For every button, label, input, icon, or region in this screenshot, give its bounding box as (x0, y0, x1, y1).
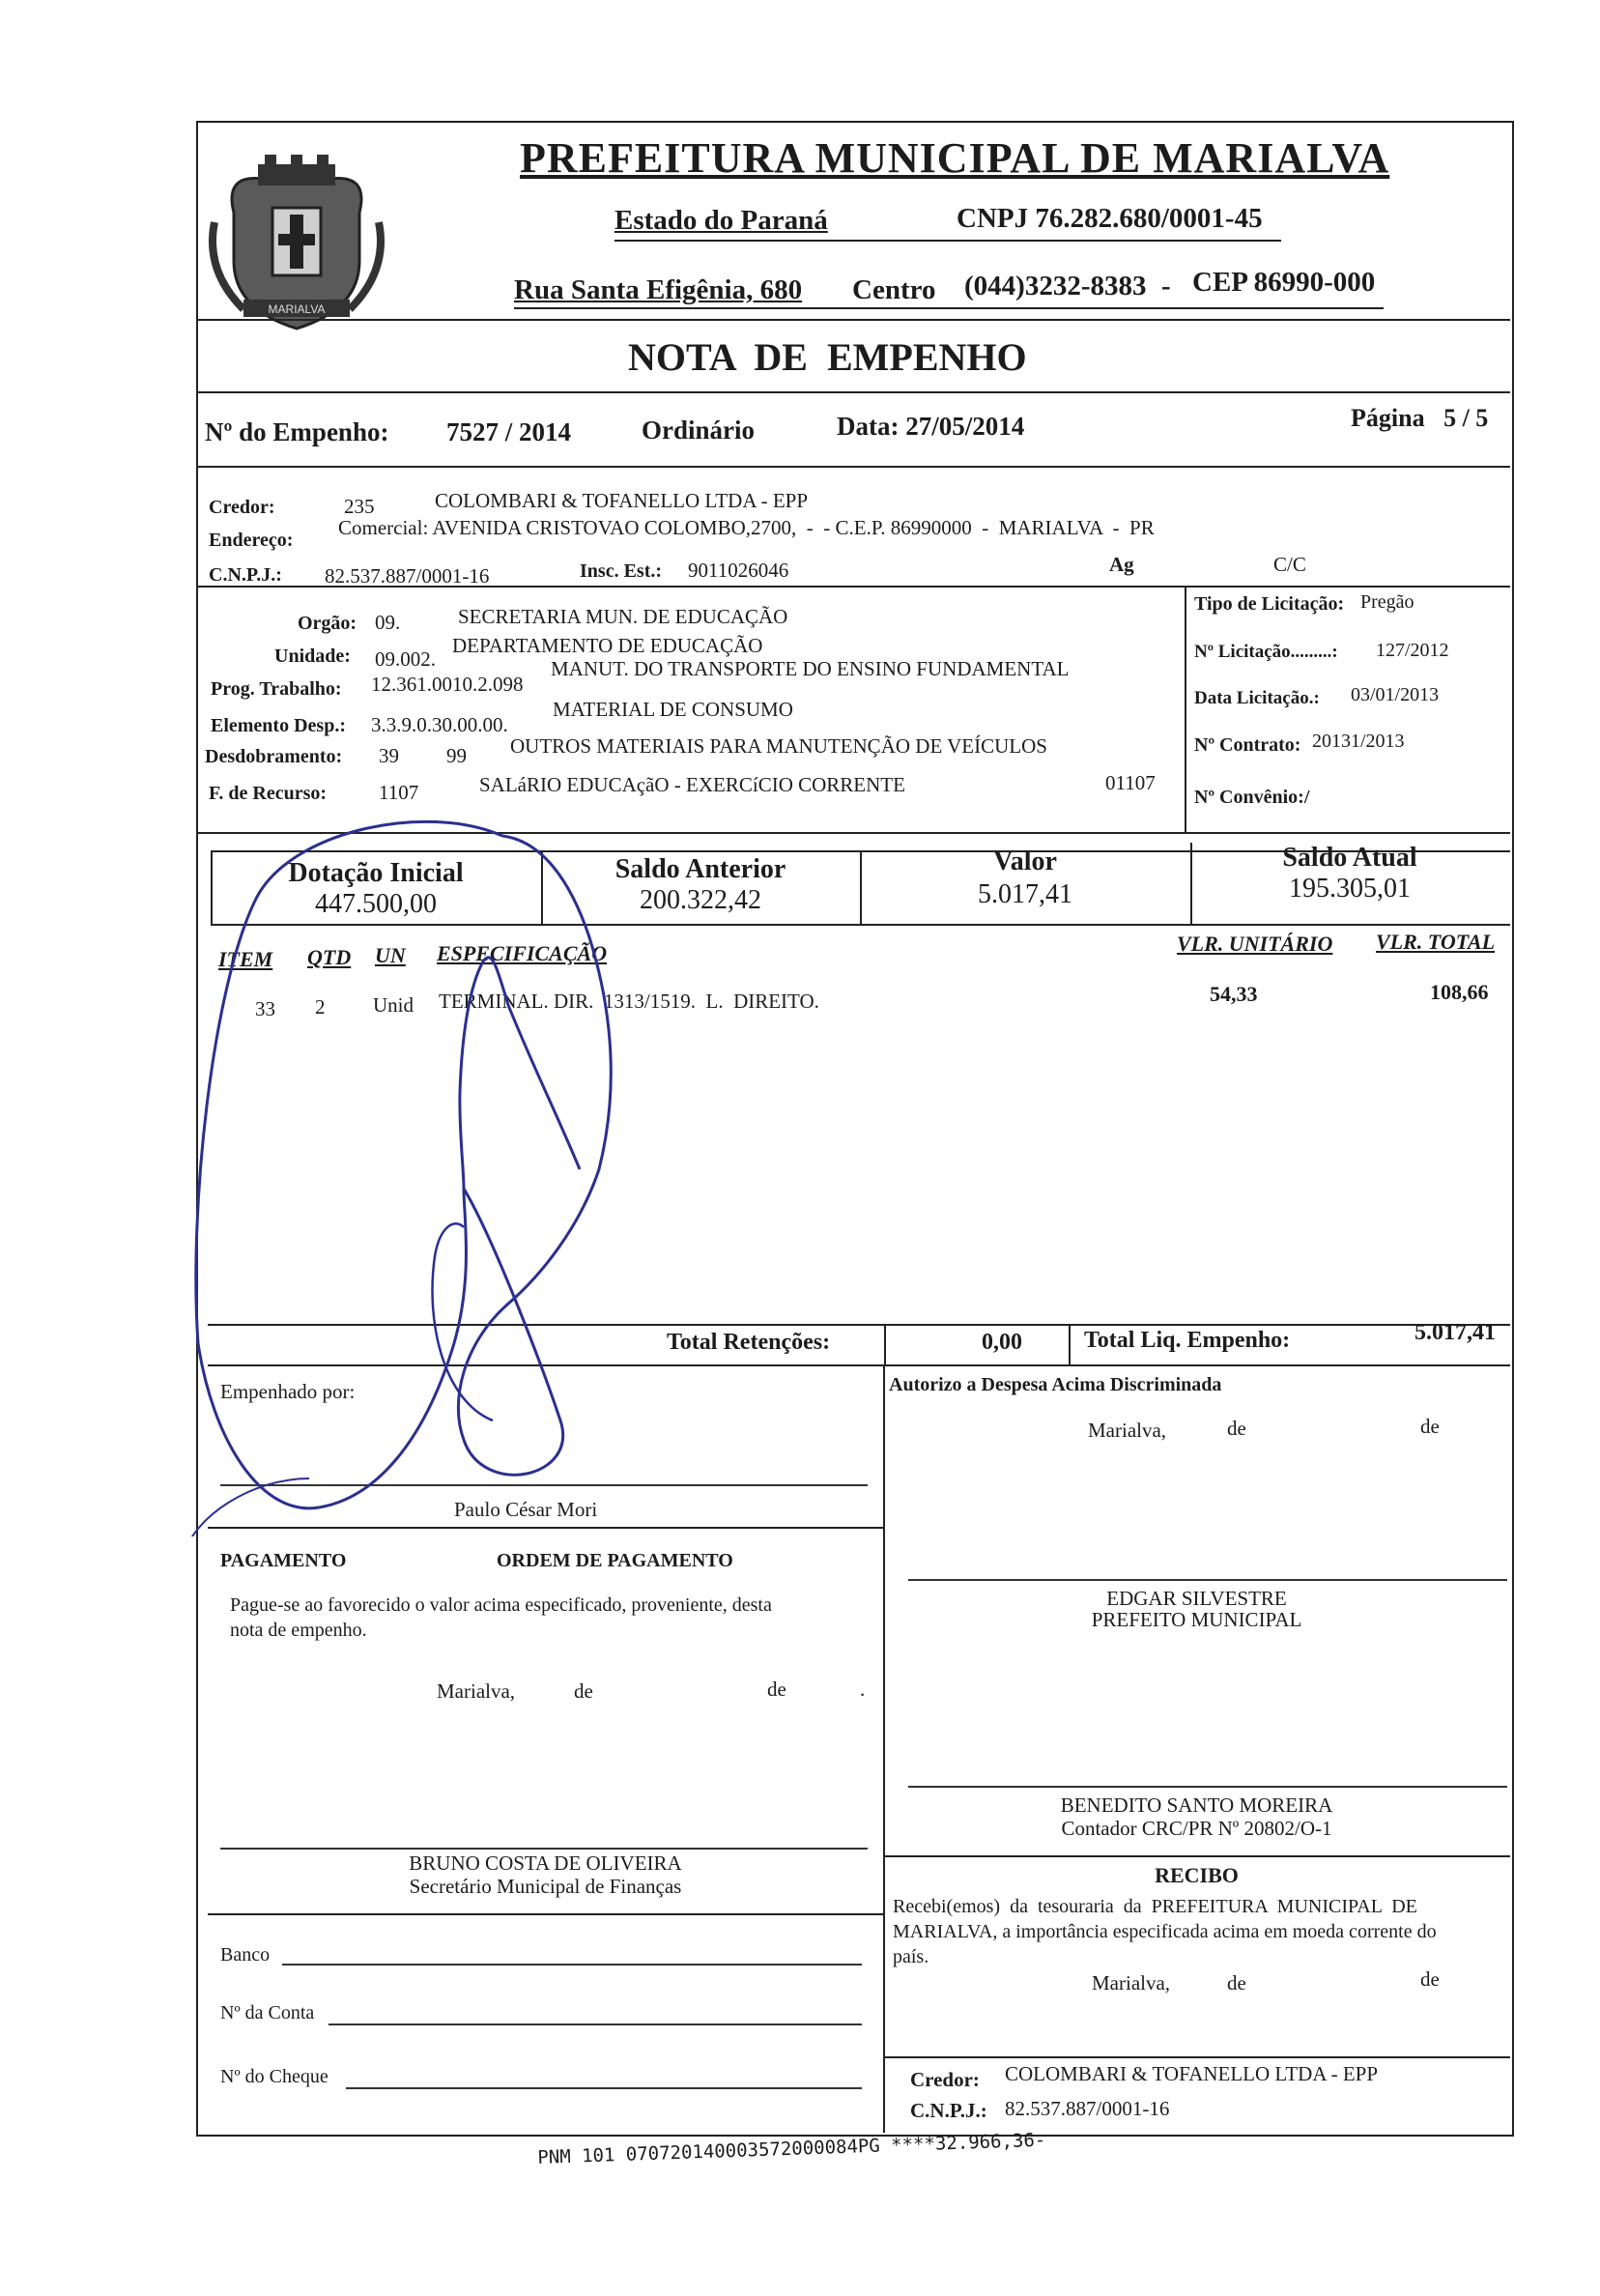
saldo-atual-label: Saldo Atual (1282, 843, 1417, 873)
recibo-de-1: de (1227, 1971, 1246, 1995)
credor-recibo-rule (883, 2056, 1510, 2058)
banco-rule (208, 1913, 883, 1915)
recibo-rule (883, 1855, 1510, 1857)
ie-label: Insc. Est.: (580, 560, 663, 582)
pagamento-label: PAGAMENTO (220, 1550, 347, 1571)
contador-role: Contador CRC/PR Nº 20802/O-1 (1061, 1817, 1332, 1840)
liq-label: Total Liq. Empenho: (1084, 1328, 1291, 1353)
recurso-code: 1107 (379, 781, 419, 804)
recibo-text-2: MARIALVA, a importância especificada acima em moeda corrente do (893, 1921, 1437, 1942)
totals-top-rule (208, 1324, 1510, 1326)
recibo-text-3: país. (893, 1946, 929, 1967)
saldo-anterior-value: 200.322,42 (640, 885, 761, 915)
recibo-cnpj-label: C.N.P.J.: (910, 2099, 987, 2122)
budget-divider (1185, 586, 1186, 832)
empenho-type: Ordinário (642, 416, 756, 445)
empenho-date: Data: 27/05/2014 (837, 412, 1025, 441)
municipal-cnpj: CNPJ 76.282.680/0001-45 (957, 203, 1263, 234)
autorizo-label: Autorizo a Despesa Acima Discriminada (889, 1374, 1222, 1395)
cnpj-label: C.N.P.J.: (209, 564, 282, 586)
unidade-code: 09.002. (375, 647, 436, 671)
pagamento-de-1: de (574, 1679, 593, 1703)
pagamento-de-2: de (767, 1678, 786, 1701)
convenio-label: Nº Convênio:/ (1194, 787, 1310, 808)
totals-bottom-rule (208, 1364, 1510, 1366)
banco-label: Banco (220, 1944, 271, 1966)
address-label: Endereço: (209, 530, 294, 551)
empenhado-sign-line (220, 1484, 868, 1486)
district: Centro (852, 274, 936, 305)
empenho-rule (196, 466, 1510, 468)
ordem-pagamento-label: ORDEM DE PAGAMENTO (497, 1550, 733, 1571)
dotacao-label: Dotação Inicial (288, 858, 464, 888)
elemento-label: Elemento Desp.: (211, 715, 346, 736)
recibo-credor-label: Credor: (910, 2068, 980, 2091)
item-un: Unid (373, 993, 414, 1017)
phone: (044)3232-8383 (964, 271, 1147, 301)
num-licitacao: 127/2012 (1376, 640, 1449, 661)
data-licitacao: 03/01/2013 (1351, 684, 1440, 705)
ag-label: Ag (1109, 553, 1134, 576)
recibo-text-1: Recebi(emos) da tesouraria da PREFEITURA MUNICIPAL DE (893, 1896, 1417, 1917)
recurso-label: F. de Recurso: (209, 783, 328, 804)
tipo-licitacao-label: Tipo de Licitação: (1194, 593, 1345, 615)
svg-text:MARIALVA: MARIALVA (268, 302, 326, 316)
totals-divider-1 (884, 1324, 886, 1364)
financas-sign-line (220, 1848, 868, 1850)
prog-label: Prog. Trabalho: (211, 678, 342, 700)
item-unit-value: 54,33 (1210, 982, 1258, 1006)
empenho-number: 7527 / 2014 (446, 417, 572, 446)
street-address: Rua Santa Efigênia, 680 (514, 274, 803, 305)
data-licitacao-label: Data Licitação.: (1194, 688, 1320, 708)
autorizo-city: Marialva, (1088, 1419, 1167, 1442)
credor-cnpj: 82.537.887/0001-16 (325, 564, 490, 588)
credor-address: Comercial: AVENIDA CRISTOVAO COLOMBO,2700, - - C.E.P. 86990000 - MARIALVA - PR (338, 516, 1155, 539)
recibo-de-2: de (1420, 1967, 1440, 1991)
empenhado-name: Paulo César Mori (454, 1498, 598, 1521)
autorizo-de-2: de (1420, 1415, 1440, 1438)
col-un: UN (375, 943, 406, 967)
recibo-credor: COLOMBARI & TOFANELLO LTDA - EPP (1005, 2062, 1379, 2085)
cheque-line (346, 2087, 862, 2089)
prefeito-role: PREFEITO MUNICIPAL (1091, 1608, 1302, 1631)
num-licitacao-label: Nº Licitação.........: (1194, 642, 1338, 662)
banco-line (282, 1964, 862, 1966)
desdob-code-1: 39 (379, 744, 399, 767)
lower-center-divider (883, 1364, 885, 2133)
pagamento-dot: . (860, 1678, 866, 1701)
totals-divider-2 (1069, 1324, 1071, 1364)
orgao-code: 09. (375, 611, 401, 634)
cep: CEP 86990-000 (1192, 267, 1376, 298)
item-espec: TERMINAL. DIR. 1313/1519. L. DIREITO. (439, 990, 819, 1013)
credor-ie: 9011026046 (688, 559, 789, 582)
header-rule (196, 319, 1510, 321)
liq-value: 5.017,41 (1414, 1320, 1496, 1345)
empenho-label: Nº do Empenho: (205, 417, 389, 446)
contador-sign-line (908, 1786, 1507, 1788)
orgao: SECRETARIA MUN. DE EDUCAÇÃO (458, 605, 788, 628)
financas-name: BRUNO COSTA DE OLIVEIRA (409, 1851, 682, 1875)
doc-title-rule (196, 391, 1510, 393)
financas-role: Secretário Municipal de Finanças (409, 1875, 682, 1898)
saldo-atual-value: 195.305,01 (1289, 874, 1411, 904)
credor-name: COLOMBARI & TOFANELLO LTDA - EPP (435, 489, 809, 512)
retencoes-label: Total Retenções: (667, 1330, 831, 1355)
header-underline-1 (614, 240, 1281, 242)
col-qtd: QTD (307, 945, 352, 969)
credor-label: Credor: (209, 497, 275, 518)
contrato-label: Nº Contrato: (1194, 734, 1301, 756)
page-title: PREFEITURA MUNICIPAL DE MARIALVA (520, 134, 1390, 182)
valor-value: 5.017,41 (978, 879, 1072, 909)
desdob: OUTROS MATERIAIS PARA MANUTENÇÃO DE VEÍCULOS (510, 734, 1047, 758)
tipo-licitacao: Pregão (1360, 591, 1414, 613)
recibo-label: RECIBO (1155, 1863, 1239, 1887)
prefeito-sign-line (908, 1579, 1507, 1581)
elemento-code: 3.3.9.0.30.00.00. (371, 713, 508, 736)
item-qtd: 2 (315, 995, 326, 1019)
pagamento-text-1: Pague-se ao favorecido o valor acima especificado, proveniente, desta (230, 1594, 772, 1616)
retencoes-value: 0,00 (982, 1330, 1022, 1355)
recurso-num: 01107 (1105, 771, 1156, 794)
state-name: Estado do Paraná (614, 205, 828, 236)
recibo-city: Marialva, (1092, 1971, 1171, 1995)
item-number: 33 (255, 997, 275, 1020)
col-unit: VLR. UNITÁRIO (1177, 932, 1333, 956)
cc-label: C/C (1273, 553, 1306, 576)
col-espec: ESPECIFICAÇÃO (437, 941, 608, 965)
values-bottom-rule (211, 924, 1510, 926)
coat-of-arms-logo (205, 155, 388, 338)
valor-label: Valor (993, 847, 1057, 876)
pagamento-city: Marialva, (437, 1679, 516, 1703)
header-underline-2 (514, 307, 1384, 309)
pagamento-text-2: nota de empenho. (230, 1620, 367, 1641)
contador-name: BENEDITO SANTO MOREIRA (1060, 1794, 1333, 1817)
col-total: VLR. TOTAL (1376, 930, 1496, 954)
unidade-label: Unidade: (274, 646, 351, 667)
empenhado-label: Empenhado por: (220, 1380, 356, 1403)
credor-code: 235 (344, 495, 375, 518)
prog-code: 12.361.0010.2.098 (371, 673, 524, 696)
saldo-anterior-label: Saldo Anterior (614, 854, 786, 884)
credor-rule (196, 586, 1510, 588)
header-dash: - (1161, 271, 1171, 301)
page-number: Página 5 / 5 (1351, 404, 1489, 432)
conta-line (329, 2023, 862, 2025)
prefeito-name: EDGAR SILVESTRE (1106, 1587, 1287, 1610)
unidade: DEPARTAMENTO DE EDUCAÇÃO (452, 634, 763, 657)
item-total-value: 108,66 (1430, 980, 1489, 1004)
cheque-label: Nº do Cheque (220, 2066, 329, 2087)
dotacao-value: 447.500,00 (315, 889, 437, 919)
autorizo-de-1: de (1227, 1417, 1246, 1440)
bank-stamp: PNM 101 070720140003572000084PG ****32.966,36- (537, 2129, 1046, 2168)
col-item: ITEM (218, 947, 273, 971)
desdob-code-2: 99 (446, 744, 467, 767)
recurso: SALáRIO EDUCAçãO - EXERCíCIO CORRENTE (479, 773, 905, 796)
budget-rule (196, 832, 1510, 834)
desdob-label: Desdobramento: (205, 746, 343, 767)
prog: MANUT. DO TRANSPORTE DO ENSINO FUNDAMENTAL (551, 657, 1070, 680)
elemento: MATERIAL DE CONSUMO (553, 698, 793, 721)
empenhado-rule (208, 1527, 883, 1529)
orgao-label: Orgão: (298, 613, 357, 634)
contrato: 20131/2013 (1312, 731, 1405, 752)
conta-label: Nº da Conta (220, 2002, 315, 2023)
doc-title: NOTA DE EMPENHO (628, 335, 1027, 379)
recibo-cnpj: 82.537.887/0001-16 (1005, 2097, 1170, 2120)
